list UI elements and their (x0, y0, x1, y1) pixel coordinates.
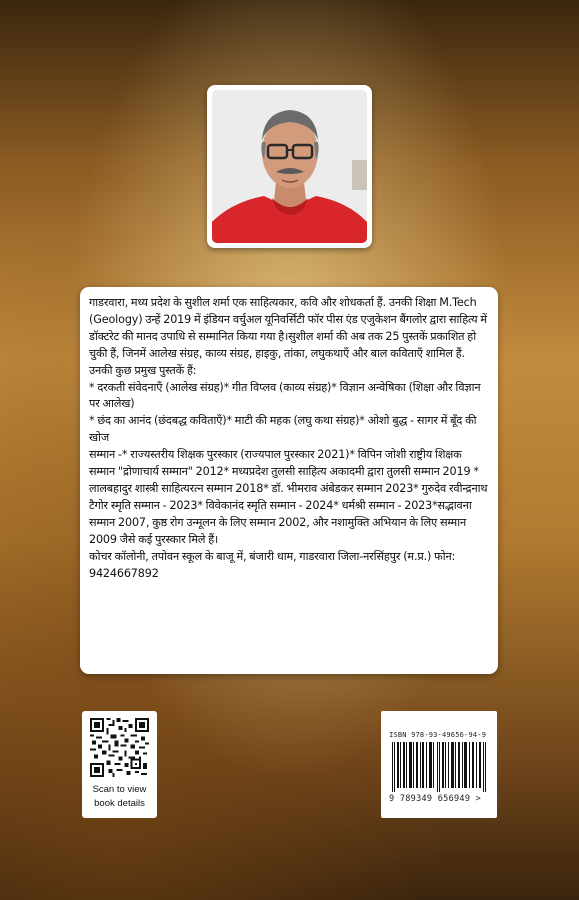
bio-paragraph-awards: सम्मान -* राज्यस्तरीय शिक्षक पुरस्कार (राज्यपाल पुरस्कार 2021)* विपिन जोशी राष्ट्रीय शिक्षक सम्मान "द्रोणाचार्य सम्मान" 2012* मध्यप्रदेश तुलसी साहित्य अकादमी द्वारा तुलसी सम्मान 2019 * लालबहादुर शास्त्री साहित्यरत्न सम्मान 2018* डॉ. भीमराव अंबेडकर सम्मान 2023* गुरुदेव रवीन्द्रनाथ टैगोर स्मृति सम्मान - 2023* विवेकानंद स्मृति सम्मान - 2024* धर्मश्री सम्मान - 2023*सद्भावना सम्मान 2007, कुष्ठ रोग उन्मूलन के लिए सम्मान 2002, और नशामुक्ति अभियान के लिए सम्मान 2009 जैसे कई पुरस्कार मिले हैं। (89, 448, 488, 546)
bio-paragraph-books-heading: उनकी कुछ प्रमुख पुस्तकें हैं: (89, 363, 197, 377)
bio-paragraph-books-1: * दरकती संवेदनाएँ (आलेख संग्रह)* गीत विप्लव (काव्य संग्रह)* विज्ञान अन्वेषिका (शिक्षा और विज्ञान पर आलेख) (89, 380, 481, 411)
author-photo (207, 85, 372, 248)
bio-paragraph-books-2: * छंद का आनंद (छंदबद्ध कविताएँ)* माटी की महक (लघु कथा संग्रह)* ओशो बुद्ध - सागर में बूँद की खोज (89, 414, 477, 445)
isbn-barcode-card (381, 711, 497, 818)
barcode-image (392, 742, 487, 792)
author-bio-card (80, 287, 498, 674)
isbn-label: ISBN 978-93-49656-94-9 (389, 731, 487, 739)
qr-label-line1: Scan to view (92, 784, 147, 795)
isbn-barcode-digits: 9 789349 656949 > (389, 794, 482, 804)
bio-paragraph-intro: गाडरवारा, मध्य प्रदेश के सुशील शर्मा एक साहित्यकार, कवि और शोधकर्ता हैं. उनकी शिक्षा M.Tech (Geology) उन्हें 2019 में इंडियन वर्चुअल यूनिवर्सिटी फॉर पीस एंड एजुकेशन बैंगलोर द्वारा साहित्य में डॉक्टरेट की मानद उपाधि से सम्मानित किया गया है।सुशील शर्मा की अब तक 25 पुस्तकें प्रकाशित हो चुकी हैं, जिनमें आलेख संग्रह, काव्य संग्रह, हाइकु, तांका, लघुकथाएँ और बाल कविताएँ शामिल हैं. (89, 296, 487, 360)
qr-code-icon[interactable] (90, 718, 149, 777)
bio-paragraph-address: कोचर कॉलोनी, तपोवन स्कूल के बाजू में, बंजारी धाम, गाडरवारा जिला-नरसिंहपुर (म.प्र.) फोन: 9424667892 (89, 549, 456, 580)
qr-code-card[interactable] (82, 711, 157, 818)
author-portrait-image (212, 90, 367, 243)
qr-label-line2: book details (94, 798, 145, 809)
